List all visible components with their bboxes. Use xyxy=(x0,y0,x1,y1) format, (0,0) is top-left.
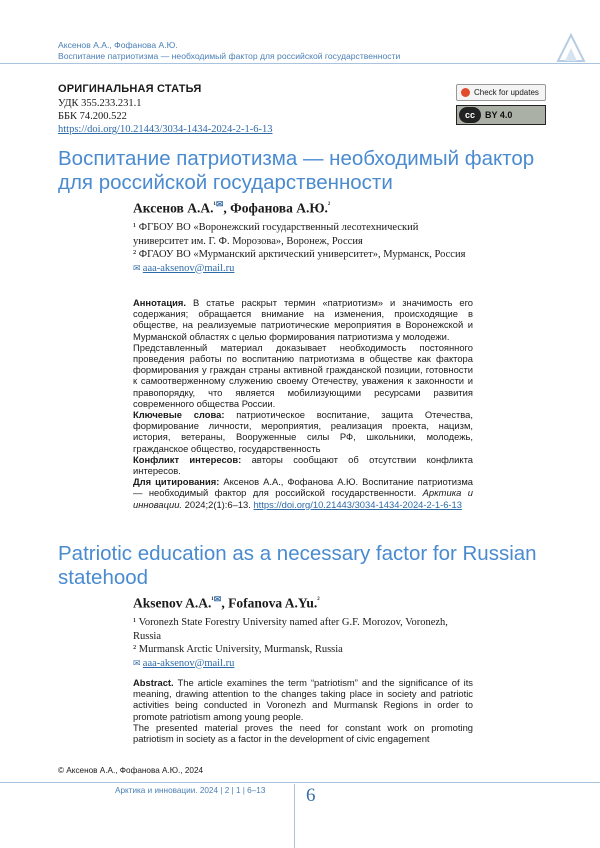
page-number: 6 xyxy=(306,785,316,806)
en-abstract-label: Abstract. xyxy=(133,677,174,688)
ru-abstract-p2: Представленный материал доказывает необходимость постоянного проведения работы по воспитанию патриотизма в обществе как фактора формирования у граждан страны активной гражданской позиции, готовности к самоотверженному служению своему Отечеству, уважения к законности и правопорядку, что является мобилизующими ресурсами развития современного общества России. xyxy=(133,341,473,409)
footer-journal: Арктика и инновации. 2024 | 2 | 1 | 6–13 xyxy=(115,786,266,795)
en-author-2: Fofanova A.Yu. xyxy=(228,595,318,611)
ru-cite-journal: Арктика и инновации. xyxy=(133,487,473,510)
crossmark-icon xyxy=(461,88,470,97)
en-affiliations xyxy=(133,616,473,670)
article-type: ОРИГИНАЛЬНАЯ СТАТЬЯ xyxy=(58,83,202,95)
ru-conflict-label: Конфликт интересов: xyxy=(133,453,242,465)
check-for-updates-badge[interactable] xyxy=(456,84,546,101)
email-icon: ✉ xyxy=(133,657,143,668)
udc: УДК 355.233.231.1 xyxy=(58,98,142,109)
email-icon: ✉ xyxy=(215,199,224,209)
en-abstract xyxy=(133,677,473,744)
en-affil-1: ¹ Voronezh State Forestry University named after G.F. Morozov, Voronezh, Russia xyxy=(133,617,448,642)
ru-keywords: патриотическое воспитание, защита Отечества, формирование личности, мероприятия, реализация проекта, нацизм, история, ветераны, Вооруженные силы РФ, школьники, молодежь, гражданское общество, государственность xyxy=(133,409,473,454)
ru-author-2: Фофанова А.Ю. xyxy=(230,200,328,216)
ru-cite-doi[interactable]: https://doi.org/10.21443/3034-1434-2024-2-1-6-13 xyxy=(253,498,462,510)
cc-icon: cc xyxy=(459,107,481,123)
email-icon: ✉ xyxy=(213,594,222,604)
ru-authors: Аксенов А.А.$^{^1✉}$, Фофанова А.Ю.$^{^2}$ xyxy=(133,199,331,216)
ru-keywords-label: Ключевые слова: xyxy=(133,409,225,421)
ru-affiliations xyxy=(133,221,473,275)
journal-logo-icon xyxy=(556,31,586,63)
en-title: Patriotic education as a necessary factor for Russian statehood xyxy=(58,542,537,589)
ru-title: Воспитание патриотизма — необходимый фактор для российской государственности xyxy=(58,147,535,194)
ru-abstract-label: Аннотация. xyxy=(133,297,186,308)
bbk: ББК 74.200.522 xyxy=(58,111,127,122)
ru-conflict: авторы сообщают об отсутствии конфликта интересов. xyxy=(133,453,473,477)
ru-email-link[interactable]: aaa-aksenov@mail.ru xyxy=(142,262,235,274)
en-authors: Aksenov A.A.$^{^1✉}$, Fofanova A.Yu.$^{^2}$ xyxy=(133,594,320,611)
copyright: © Аксенов А.А., Фофанова А.Ю., 2024 xyxy=(58,766,204,775)
footer-divider xyxy=(0,782,600,783)
license-badge[interactable] xyxy=(456,105,546,125)
en-author-1: Aksenov A.A. xyxy=(133,595,212,611)
ru-affil-1: ¹ ФГБОУ ВО «Воронежский государственный лесотехнический университет им. Г. Ф. Морозова», Воронеж, Россия xyxy=(133,222,419,247)
email-icon: ✉ xyxy=(133,262,143,273)
en-email-link[interactable]: aaa-aksenov@mail.ru xyxy=(142,657,235,669)
header-authors: Аксенов А.А., Фофанова А.Ю. xyxy=(58,40,178,50)
header-title: Воспитание патриотизма — необходимый фактор для российской государственности xyxy=(58,51,401,61)
ru-cite-label: Для цитирования: xyxy=(133,476,220,488)
ru-author-1: Аксенов А.А. xyxy=(133,200,214,216)
header-divider xyxy=(0,63,600,64)
license-label: BY 4.0 xyxy=(485,110,513,120)
ru-affil-2: ² ФГАОУ ВО «Мурманский арктический университет», Мурманск, Россия xyxy=(133,249,466,260)
ru-cite-tail: 2024;2(1):6–13. xyxy=(184,498,251,510)
check-for-updates-label: Check for updates xyxy=(474,88,539,97)
article-meta xyxy=(58,97,272,136)
en-affil-2: ² Murmansk Arctic University, Murmansk, Russia xyxy=(133,644,343,655)
ru-abstract-p1: В статье раскрыт термин «патриотизм» и значимость его содержания; обращается внимание на изменения, происходящие в обществе, на реализуемые патриотические мероприятия в Воронежской и Мурманской областях с целью формирования патриотизма у молодежи. xyxy=(133,297,473,342)
doi-link[interactable]: https://doi.org/10.21443/3034-1434-2024-2-1-6-13 xyxy=(58,124,273,135)
running-header xyxy=(58,40,400,62)
ru-abstract xyxy=(133,297,473,510)
en-abstract-p1: The article examines the term “patriotism” and the significance of its meaning, drawing attention to the changes taking place in society and patriotic activities being conducted in Voronezh and Murmansk Regions in order to promote patriotism among young people. xyxy=(133,677,473,722)
footer-vertical-divider xyxy=(294,784,295,848)
en-abstract-p2: The presented material proves the need for constant work on promoting patriotism in society as a factor in the development of civic engagement xyxy=(133,721,473,745)
ru-cite-text: Аксенов А.А., Фофанова А.Ю. Воспитание патриотизма — необходимый фактор для российской государственности. xyxy=(133,476,473,499)
